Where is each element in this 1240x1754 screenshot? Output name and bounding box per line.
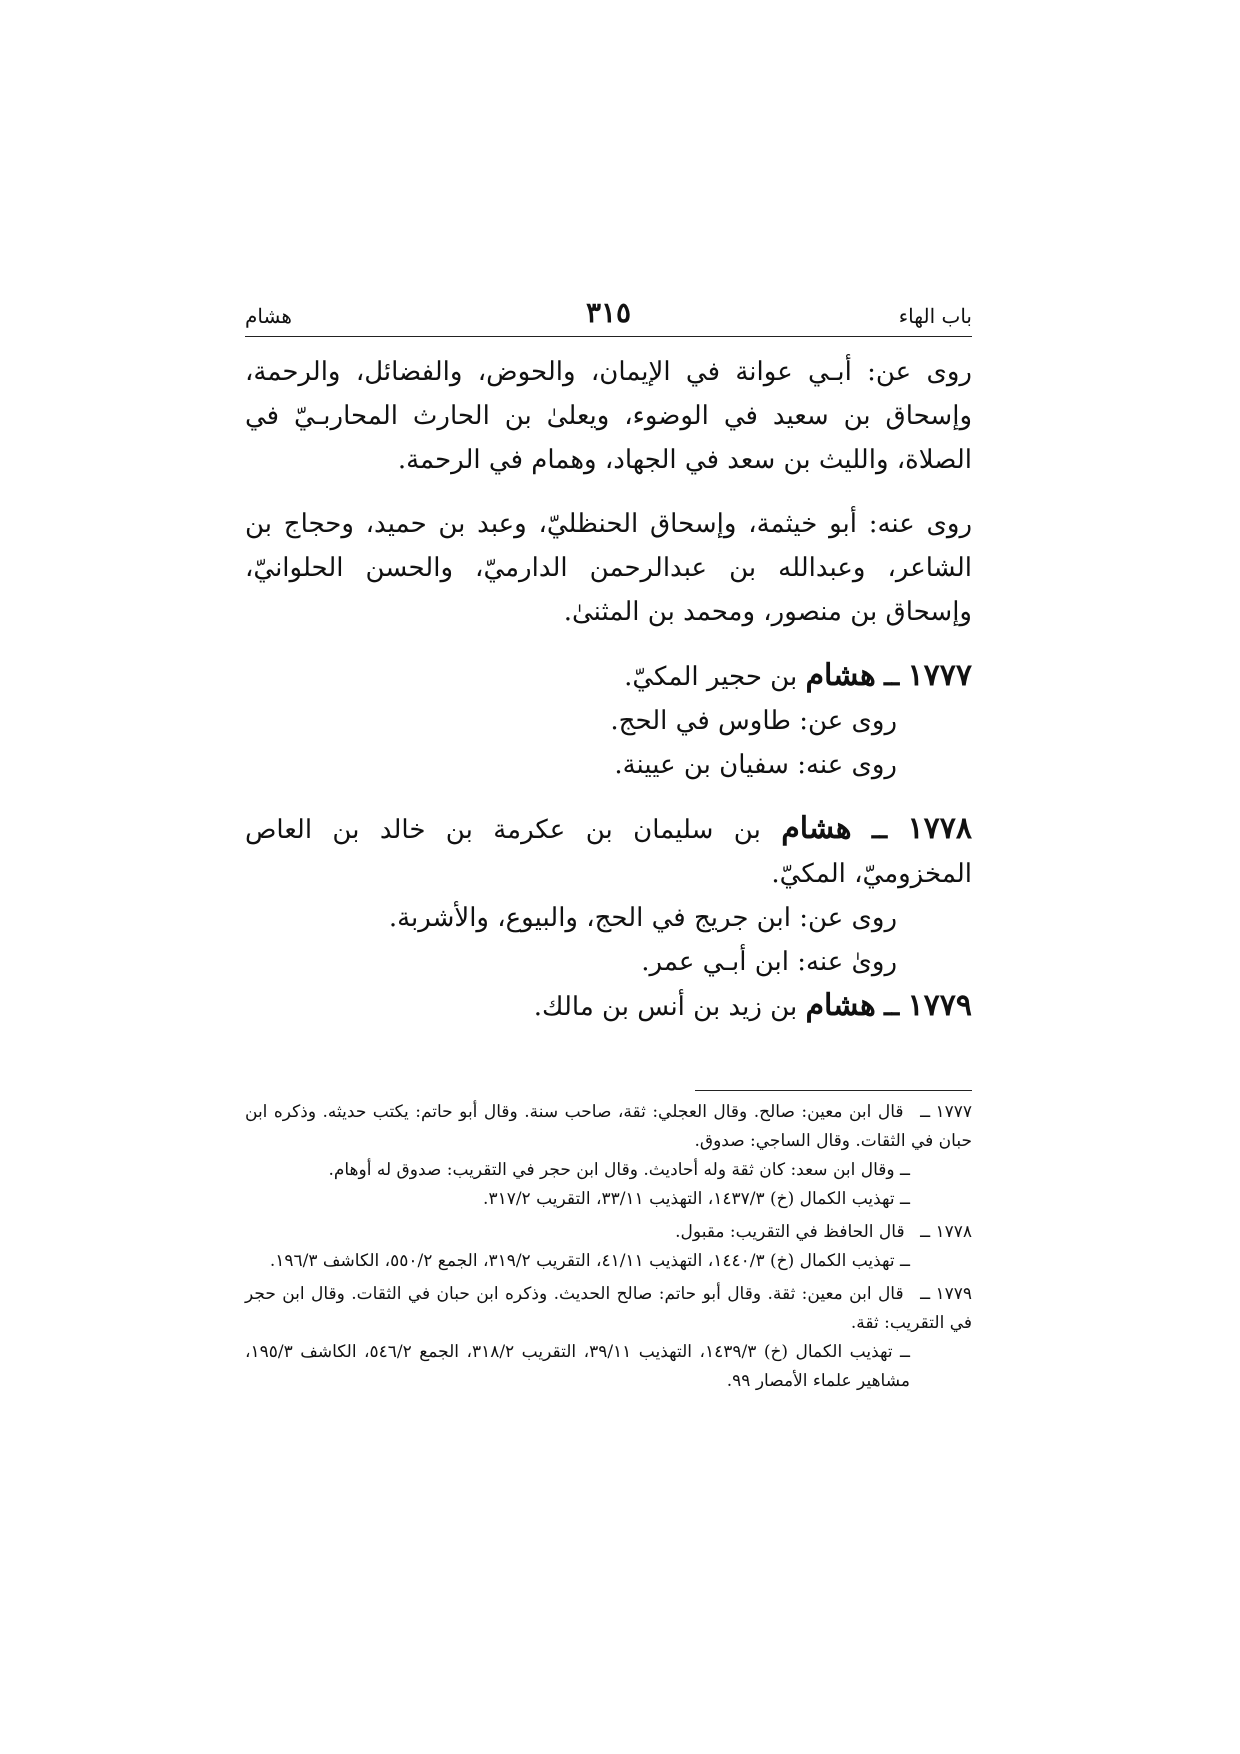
entry-name: هشام [805,988,876,1023]
entry-lineage: بن زيد بن أنس بن مالك. [533,992,798,1022]
entry-dash: ــ [884,992,900,1022]
narrated-by-paragraph: روى عنه: أبو خيثمة، وإسحاق الحنظليّ، وعبد بن حميد، وحجاج بن الشاعر، وعبدالله بن عبدالرحمن الدارميّ، والحسن الحلوانيّ، وإسحاق بن منصور، ومحمد بن المثنىٰ. [245,509,972,627]
footnote-text: قال ابن معين: صالح. وقال العجلي: ثقة، صاحب سنة. وقال أبو حاتم: يكتب حديثه. وذكره ابن حبان في الثقات. وقال الساجي: صدوق. [245,1102,972,1151]
entry-1778-heading [245,807,972,896]
entry-name: هشام [781,811,852,846]
entry-1777-narrated-by: روى عنه: سفيان بن عيينة. [614,750,897,780]
entry-lineage: بن سليمان بن عكرمة بن خالد بن العاص المخزوميّ، المكيّ. [245,815,972,889]
footnote-text: قال الحافظ في التقريب: مقبول. [675,1222,905,1242]
entry-1777-narrated-from: روى عن: طاوس في الحج. [610,706,897,736]
narrated-from-paragraph: روى عن: أبـي عوانة في الإيمان، والحوض، والفضائل، والرحمة، وإسحاق بن سعيد في الوضوء، ويعلىٰ بن الحارث المحاربـيّ في الصلاة، والليث بن سعد في الجهاد، وهمام في الرحمة. [245,357,973,475]
entry-number: ١٧٧٩ [907,988,972,1023]
entry-1778-narrated-from: روى عن: ابن جريج في الحج، والبيوع، والأشربة. [388,903,897,933]
chapter-title: باب الهاء [898,304,972,328]
footnote-text: ــ وقال ابن سعد: كان ثقة وله أحاديث. وقال ابن حجر في التقريب: صدوق له أوهام. [328,1160,910,1180]
entry-number: ١٧٧٧ [907,658,972,693]
footnote-references: ــ تهذيب الكمال (خ) ١٤٤٠/٣، التهذيب ٤١/١١، التقريب ٣١٩/٢، الجمع ٥٥٠/٢، الكاشف ١٩٦/٣. [269,1251,910,1271]
footnote-references: ــ تهذيب الكمال (خ) ١٤٣٧/٣، التهذيب ٣٣/١١، التقريب ٣١٧/٢. [483,1189,910,1209]
page-header [245,296,972,336]
footnote-number: ١٧٧٩ ــ [920,1284,972,1304]
footnote-number: ١٧٧٧ ــ [920,1102,972,1122]
entry-number: ١٧٧٨ [907,811,972,846]
footnote-references: ــ تهذيب الكمال (خ) ١٤٣٩/٣، التهذيب ٣٩/١١، التقريب ٣١٨/٢، الجمع ٥٤٦/٢، الكاشف ١٩٥/٣، مشاهير علماء الأمصار ٩٩. [245,1342,910,1391]
header-rule [245,336,972,337]
footnotes [245,1098,972,1400]
entry-name: هشام [805,658,876,693]
entry-1778-narrated-by: روىٰ عنه: ابن أبـي عمر. [641,947,897,977]
footnote-1778 [245,1218,972,1276]
footnote-1777 [245,1098,972,1214]
main-text [245,350,972,1029]
entry-dash: ــ [871,815,888,845]
page-number: ٣١٥ [585,296,632,329]
entry-1779-heading [245,984,972,1029]
footnote-1779 [245,1280,972,1396]
footnote-rule [695,1090,972,1091]
footnote-text: قال ابن معين: ثقة. وقال أبو حاتم: صالح الحديث. وذكره ابن حبان في الثقات. وقال ابن حجر في التقريب: ثقة. [245,1284,972,1333]
running-title: هشام [245,304,292,328]
footnote-number: ١٧٧٨ ــ [920,1222,972,1242]
entry-1777-heading [245,654,972,699]
entry-lineage: بن حجير المكيّ. [624,662,798,692]
entry-dash: ــ [884,662,900,692]
